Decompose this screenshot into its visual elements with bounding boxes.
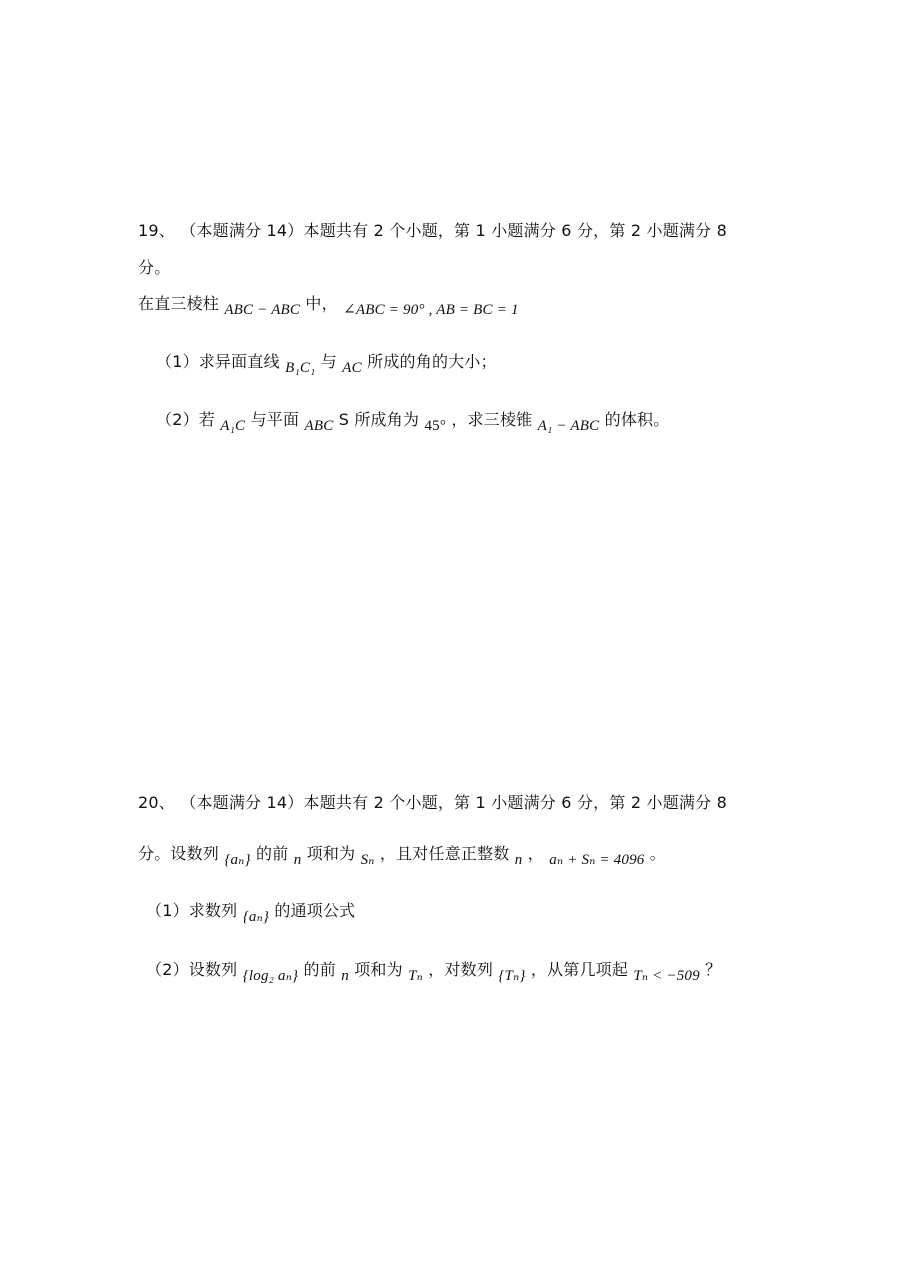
q20-part1-formula-an: {aₙ} [242, 909, 270, 925]
q20-stem-formula-an: {aₙ} [224, 852, 251, 868]
q20-part1-text-b: 的通项公式 [274, 901, 356, 920]
q19-part2-formula-pyramid: A₁ − ABC [537, 418, 600, 434]
q19-part1-text-b: 与 [320, 352, 337, 371]
q20-stem-formula-n2: n [514, 852, 523, 868]
q20-part2-text-b: 的前 [303, 960, 336, 979]
q19-part1-formula-ac: AC [342, 360, 362, 376]
q19-stem [138, 292, 519, 317]
q20-stem-text-a: 分。设数列 [138, 844, 220, 863]
q20-stem-text-e: ， [527, 844, 544, 863]
q20-part2-text-c: 项和为 [354, 960, 403, 979]
q20-part2-formula-log: {log₂ aₙ} [242, 968, 299, 984]
q20-stem-formula-n: n [293, 852, 302, 868]
q20-part1-text-a: （1）求数列 [146, 901, 238, 920]
q20-part2-text-a: （2）设数列 [146, 960, 238, 979]
q20-part2-formula-tn: Tₙ [408, 968, 423, 984]
q19-part2-text-b: 与平面 [250, 410, 300, 429]
q19-part2-text-c: S 所成角为 [338, 410, 420, 429]
q20-stem-text-b: 的前 [256, 844, 289, 863]
q20-stem [138, 842, 666, 867]
q19-header-line1: 19、 （本题满分 14）本题共有 2 个小题，第 1 小题满分 6 分，第 2 小题满分 8 [138, 221, 727, 240]
q19-part2-text-e: 的体积。 [604, 410, 670, 429]
q20-stem-text-d: ，且对任意正整数 [379, 844, 510, 863]
q19-part1 [156, 350, 497, 375]
q20-stem-formula-sn: Sₙ [360, 852, 375, 868]
q19-stem-text-b: 中， [305, 294, 338, 313]
q20-part2-text-f: ？ [705, 960, 722, 979]
q19-part2 [156, 408, 669, 433]
q19-part1-text-c: 所成的角的大小； [367, 352, 497, 371]
q20-stem-text-c: 项和为 [306, 844, 356, 863]
q20-stem-text-f: 。 [649, 844, 666, 863]
q20-part2-formula-ineq: Tₙ < −509 [633, 968, 700, 984]
q20-stem-formula-sum: aₙ + Sₙ = 4096 [549, 852, 645, 868]
q19-part2-formula-a1c: A₁C [220, 418, 246, 434]
q20-part2-text-e: ，从第几项起 [530, 960, 629, 979]
q20-part2-formula-tn-seq: {Tₙ} [498, 968, 526, 984]
q20-part2 [146, 958, 721, 983]
q19-part2-formula-45deg: 45° [424, 418, 447, 434]
q19-part2-text-a: （2）若 [156, 410, 215, 429]
q19-part1-text-a: （1）求异面直线 [156, 352, 280, 371]
q19-stem-prism-formula: ABC − ABC [224, 302, 301, 318]
q19-part2-formula-abc: ABC [304, 418, 334, 434]
q20-header-line1: 20、 （本题满分 14）本题共有 2 个小题，第 1 小题满分 6 分，第 2 小题满分 8 [138, 793, 727, 812]
q20-part1 [146, 899, 355, 924]
q19-header-line2: 分。 [138, 258, 171, 277]
q20-part2-formula-n: n [341, 968, 349, 984]
q19-stem-text-a: 在直三棱柱 [138, 294, 220, 313]
q19-part2-text-d: ，求三棱锥 [451, 410, 533, 429]
q19-stem-condition-formula: ∠ABC = 90° , AB = BC = 1 [343, 302, 519, 318]
q20-part2-text-d: ，对数列 [428, 960, 494, 979]
q19-part1-formula-b1c1: B₁C₁ [285, 360, 316, 376]
